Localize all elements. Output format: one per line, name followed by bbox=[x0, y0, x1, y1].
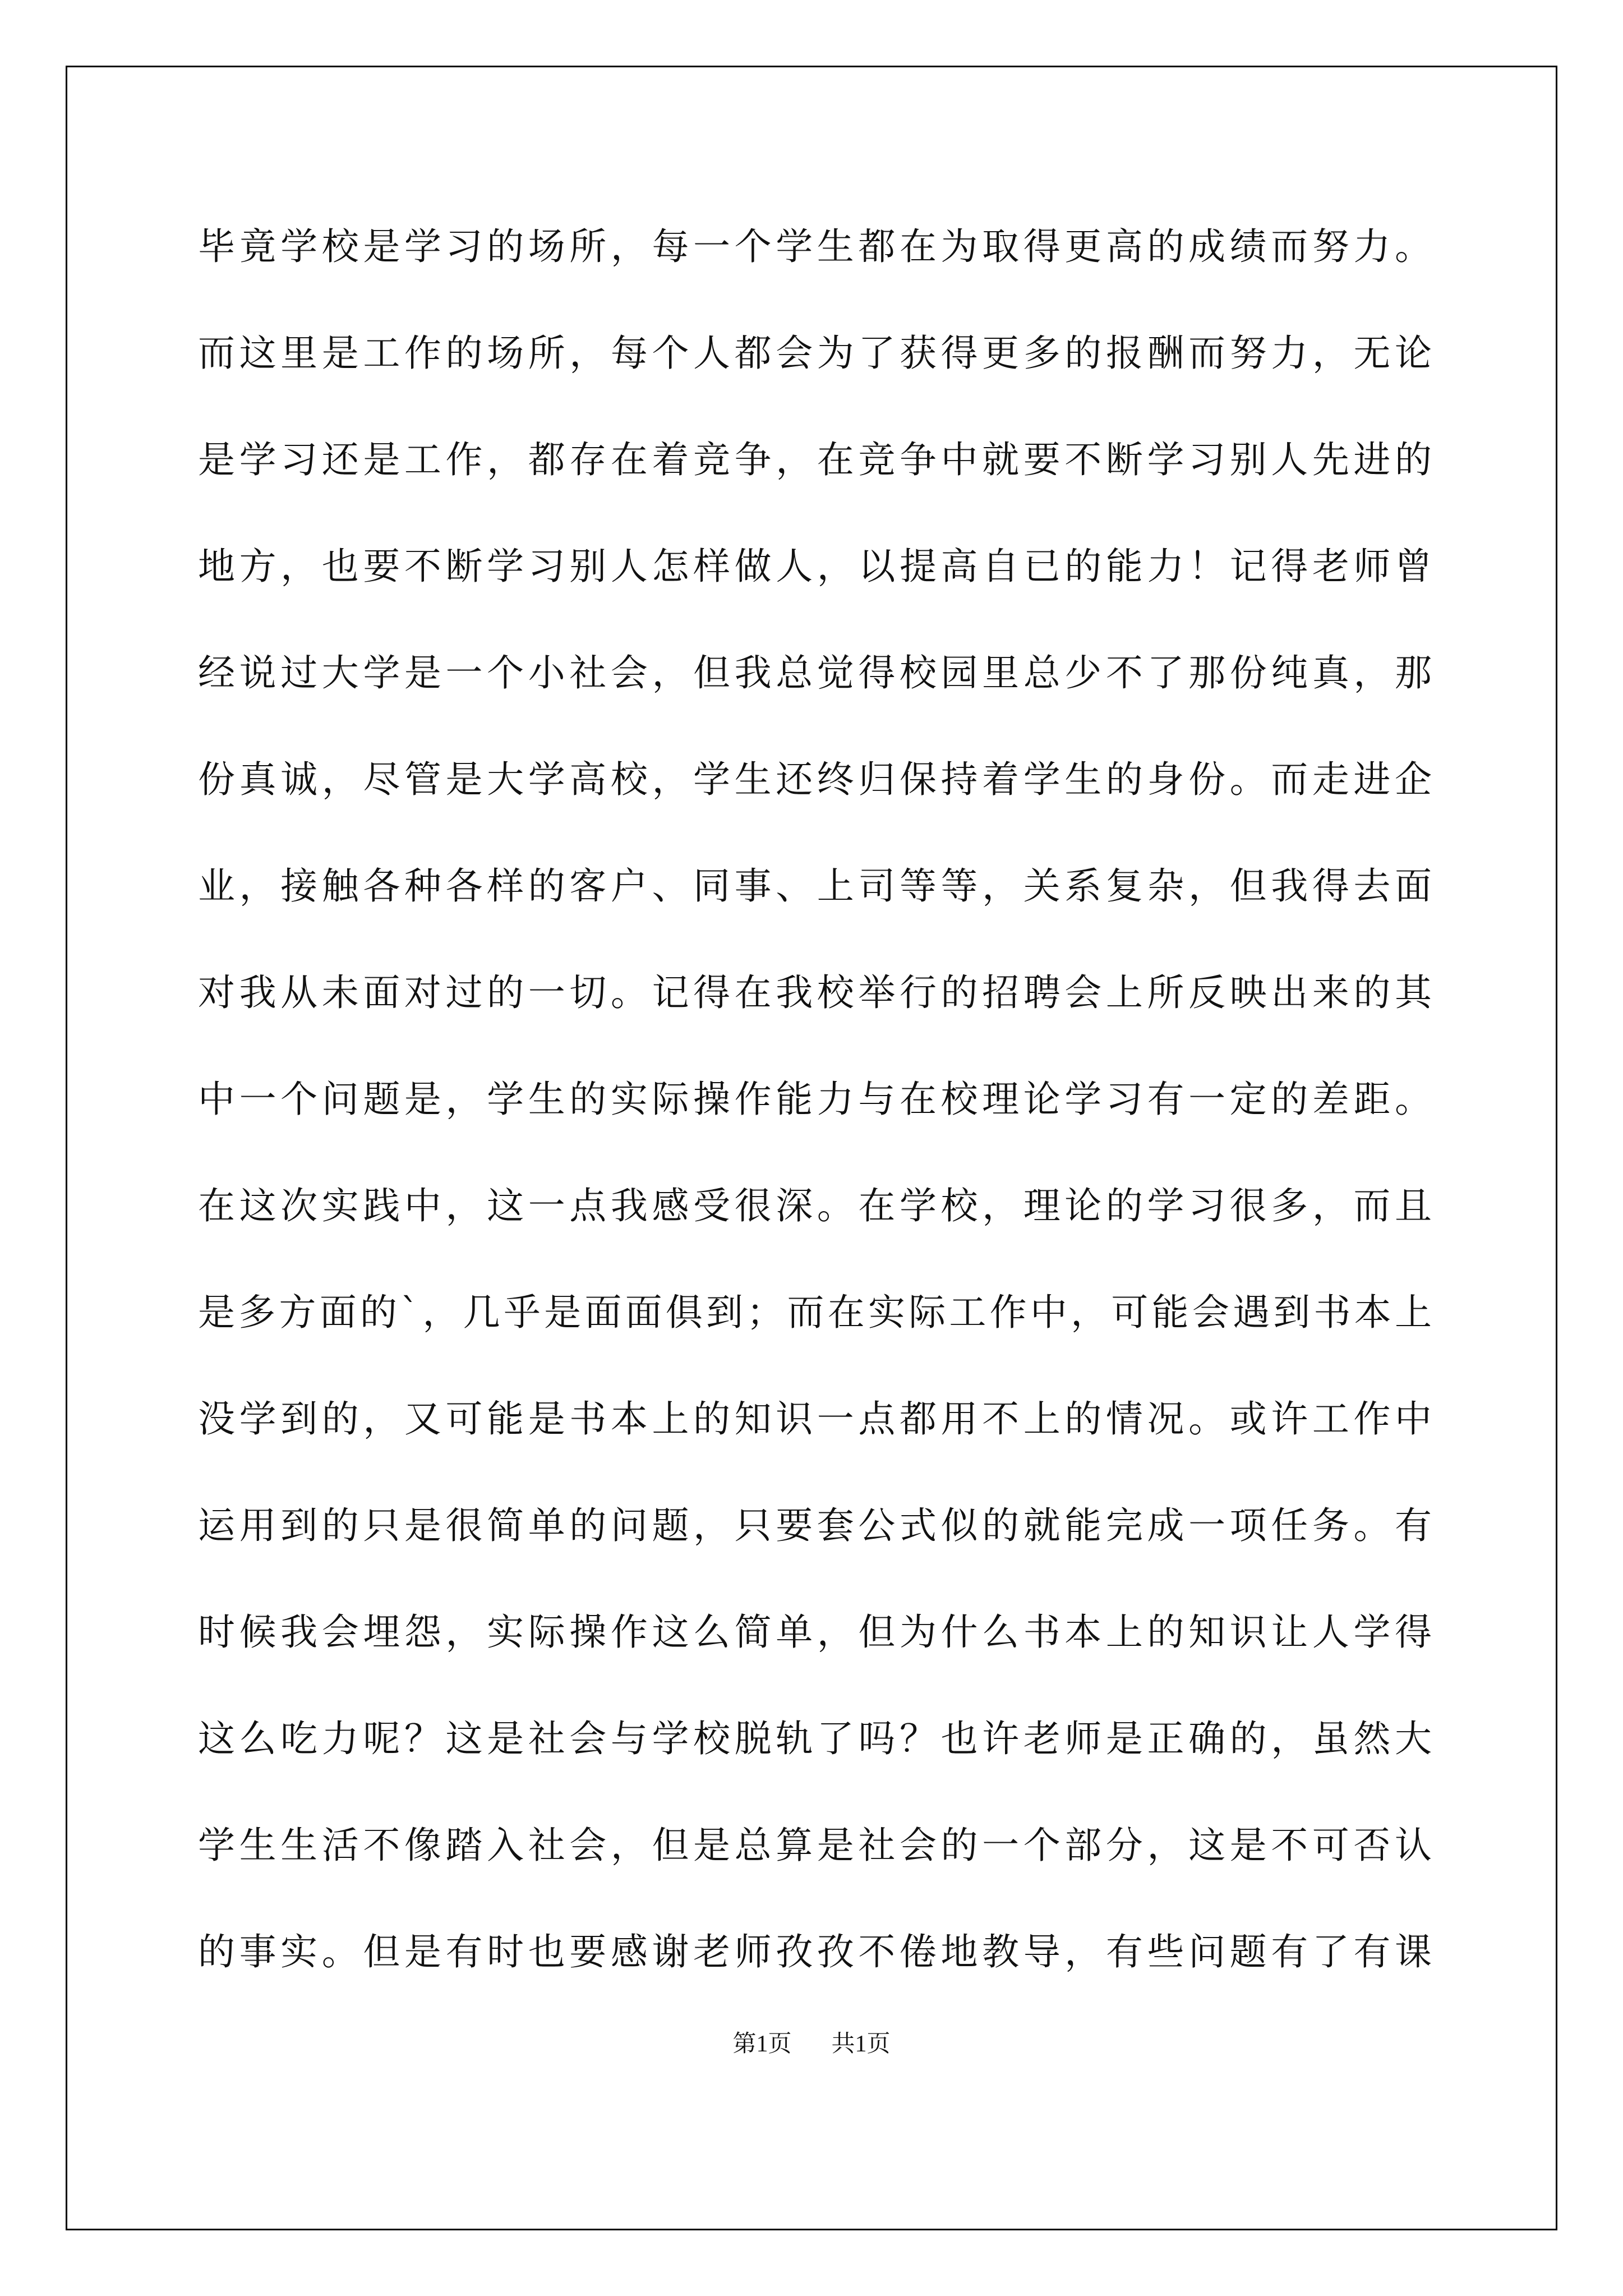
text-line: 在这次实践中，这一点我感受很深。在学校，理论的学习很多，而且 bbox=[198, 1184, 1432, 1227]
text-line: 时候我会埋怨，实际操作这么简单，但为什么书本上的知识让人学得 bbox=[198, 1611, 1432, 1654]
page-footer bbox=[0, 2025, 1623, 2059]
text-line: 是学习还是工作，都存在着竞争，在竞争中就要不断学习别人先进的 bbox=[198, 438, 1432, 481]
text-line: 是多方面的`，几乎是面面俱到；而在实际工作中，可能会遇到书本上 bbox=[198, 1291, 1432, 1334]
text-line: 业，接触各种各样的客户、同事、上司等等，关系复杂，但我得去面 bbox=[198, 864, 1432, 908]
text-line: 而这里是工作的场所，每个人都会为了获得更多的报酬而努力，无论 bbox=[198, 332, 1432, 375]
text-line: 中一个问题是，学生的实际操作能力与在校理论学习有一定的差距。 bbox=[198, 1078, 1432, 1121]
text-line: 经说过大学是一个小社会，但我总觉得校园里总少不了那份纯真，那 bbox=[198, 651, 1432, 694]
text-line: 份真诚，尽管是大学高校，学生还终归保持着学生的身份。而走进企 bbox=[198, 758, 1432, 801]
text-line: 毕竟学校是学习的场所，每一个学生都在为取得更高的成绩而努力。 bbox=[198, 225, 1432, 268]
text-line: 地方，也要不断学习别人怎样做人，以提高自已的能力！记得老师曾 bbox=[198, 545, 1432, 588]
text-line: 对我从未面对过的一切。记得在我校举行的招聘会上所反映出来的其 bbox=[198, 971, 1432, 1014]
text-line: 的事实。但是有时也要感谢老师孜孜不倦地教导，有些问题有了有课 bbox=[198, 1930, 1432, 1973]
page-total: 共1页 bbox=[831, 2031, 891, 2057]
text-line: 学生生活不像踏入社会，但是总算是社会的一个部分，这是不可否认 bbox=[198, 1824, 1432, 1867]
text-line: 这么吃力呢？这是社会与学校脱轨了吗？也许老师是正确的，虽然大 bbox=[198, 1717, 1432, 1760]
page-number: 第1页 bbox=[732, 2031, 792, 2057]
text-line: 运用到的只是很简单的问题，只要套公式似的就能完成一项任务。有 bbox=[198, 1504, 1432, 1547]
text-line: 没学到的，又可能是书本上的知识一点都用不上的情况。或许工作中 bbox=[198, 1397, 1432, 1441]
body-text bbox=[198, 194, 1432, 2005]
